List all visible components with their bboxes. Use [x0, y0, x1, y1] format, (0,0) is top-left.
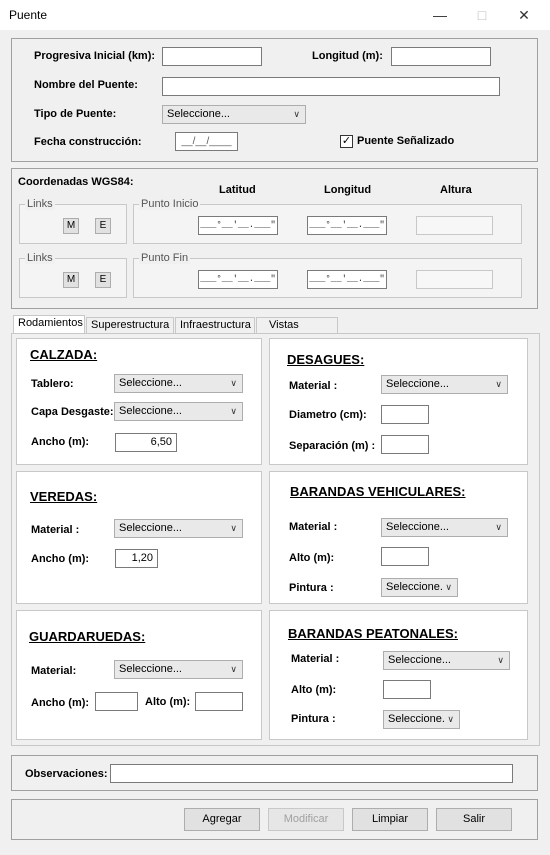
chevron-down-icon: ∨ [230, 523, 237, 533]
limpiar-button[interactable]: Limpiar [352, 808, 428, 831]
gr-alto-input[interactable] [195, 692, 243, 711]
edit-button-fin[interactable]: E [95, 272, 111, 288]
veredas-material-select[interactable] [114, 519, 243, 538]
gr-material-select[interactable] [114, 660, 243, 679]
tablero-select-value: Seleccione... [119, 377, 182, 389]
tablero-select[interactable] [114, 374, 243, 393]
separacion-label: Separación (m) : [289, 440, 376, 452]
chevron-down-icon: ∨ [230, 664, 237, 674]
col-longitud: Longitud [324, 184, 372, 196]
gr-ancho-label: Ancho (m): [31, 697, 90, 709]
barandas-vehiculares-title: BARANDAS VEHICULARES: [290, 484, 466, 499]
senalizado-checkbox[interactable] [340, 135, 353, 148]
observaciones-input[interactable] [110, 764, 513, 783]
window-title: Puente [9, 8, 48, 22]
desagues-title: DESAGUES: [287, 352, 365, 367]
chevron-down-icon: ∨ [230, 378, 237, 388]
barandas-peatonales-title: BARANDAS PEATONALES: [288, 626, 458, 641]
desagues-material-select[interactable] [381, 375, 508, 394]
veredas-title: VEREDAS: [30, 489, 98, 504]
agregar-button[interactable]: Agregar [184, 808, 260, 831]
map-button-fin[interactable]: M [63, 272, 79, 288]
desagues-material-label: Material : [289, 380, 338, 392]
nombre-label: Nombre del Puente: [34, 79, 138, 91]
guardaruedas-title: GUARDARUEDAS: [29, 629, 146, 644]
chevron-down-icon: ∨ [495, 522, 502, 532]
longitud-input[interactable] [391, 47, 491, 66]
tab-infraestructura[interactable]: Infraestructura [175, 317, 255, 334]
altura-inicio-input[interactable] [416, 216, 493, 235]
tab-rodamientos[interactable]: Rodamientos [13, 315, 85, 334]
veredas-ancho-label: Ancho (m): [31, 553, 90, 565]
tipo-select-value: Seleccione... [167, 108, 230, 120]
check-icon: ✓ [341, 135, 352, 147]
fecha-input[interactable]: __/__/____ [175, 132, 238, 151]
bv-material-value: Seleccione... [386, 521, 449, 533]
nombre-input[interactable] [162, 77, 500, 96]
desagues-material-value: Seleccione... [386, 378, 449, 390]
title-bar [0, 0, 550, 30]
diametro-input[interactable] [381, 405, 429, 424]
longitud-inicio-input[interactable]: ___°__'__.___" [307, 216, 387, 235]
separacion-input[interactable] [381, 435, 429, 454]
calzada-title: CALZADA: [30, 347, 98, 362]
bp-pintura-select[interactable] [383, 710, 460, 729]
fecha-label: Fecha construcción: [34, 136, 142, 148]
chevron-down-icon: ∨ [495, 379, 502, 389]
maximize-icon[interactable]: □ [477, 7, 487, 23]
close-icon[interactable]: ✕ [518, 7, 530, 23]
bp-material-value: Seleccione... [388, 654, 451, 666]
gr-material-label: Material: [31, 665, 77, 677]
bv-alto-input[interactable] [381, 547, 429, 566]
bv-pintura-label: Pintura : [289, 582, 334, 594]
bv-pintura-select[interactable] [381, 578, 458, 597]
links-label-fin: Links [27, 252, 53, 264]
latitud-inicio-input[interactable]: ___°__'__.___" [198, 216, 278, 235]
diametro-label: Diametro (cm): [289, 409, 367, 421]
senalizado-label: Puente Señalizado [357, 135, 455, 147]
links-label-inicio: Links [27, 198, 53, 210]
gr-material-value: Seleccione... [119, 663, 182, 675]
longitud-label: Longitud (m): [312, 50, 383, 62]
map-button-inicio[interactable]: M [63, 218, 79, 234]
observaciones-label: Observaciones: [25, 768, 108, 780]
tipo-label: Tipo de Puente: [34, 108, 117, 120]
bp-material-select[interactable] [383, 651, 510, 670]
bv-material-select[interactable] [381, 518, 508, 537]
gr-alto-label: Alto (m): [145, 696, 191, 708]
ancho-calzada-input[interactable]: 6,50 [115, 433, 177, 452]
tablero-label: Tablero: [31, 378, 74, 390]
ancho-calzada-label: Ancho (m): [31, 436, 90, 448]
capa-select-value: Seleccione... [119, 405, 182, 417]
col-altura: Altura [440, 184, 472, 196]
bv-material-label: Material : [289, 521, 338, 533]
salir-button[interactable]: Salir [436, 808, 512, 831]
col-latitud: Latitud [219, 184, 256, 196]
chevron-down-icon: ∨ [445, 582, 452, 592]
bp-pintura-value: Seleccione. [388, 713, 445, 725]
bp-pintura-label: Pintura : [291, 713, 336, 725]
chevron-down-icon: ∨ [497, 655, 504, 665]
minimize-icon[interactable]: — [433, 7, 447, 23]
tab-superestructura[interactable]: Superestructura [86, 317, 174, 334]
tipo-select[interactable] [162, 105, 306, 124]
coords-title: Coordenadas WGS84: [18, 176, 134, 188]
altura-fin-input[interactable] [416, 270, 493, 289]
gr-ancho-input[interactable] [95, 692, 138, 711]
edit-button-inicio[interactable]: E [95, 218, 111, 234]
veredas-ancho-input[interactable]: 1,20 [115, 549, 158, 568]
bv-pintura-value: Seleccione. [386, 581, 443, 593]
longitud-fin-input[interactable]: ___°__'__.___" [307, 270, 387, 289]
chevron-down-icon: ∨ [230, 406, 237, 416]
capa-select[interactable] [114, 402, 243, 421]
bp-alto-label: Alto (m): [291, 684, 337, 696]
veredas-material-value: Seleccione... [119, 522, 182, 534]
veredas-material-label: Material : [31, 524, 80, 536]
punto-fin-label: Punto Fin [141, 252, 189, 264]
latitud-fin-input[interactable]: ___°__'__.___" [198, 270, 278, 289]
modificar-button[interactable]: Modificar [268, 808, 344, 831]
punto-inicio-label: Punto Inicio [141, 198, 199, 210]
bv-alto-label: Alto (m): [289, 552, 335, 564]
chevron-down-icon: ∨ [293, 109, 300, 119]
progresiva-input[interactable] [162, 47, 262, 66]
bp-material-label: Material : [291, 653, 340, 665]
tab-vistas[interactable]: Vistas [256, 317, 338, 334]
bp-alto-input[interactable] [383, 680, 431, 699]
progresiva-label: Progresiva Inicial (km): [34, 50, 156, 62]
chevron-down-icon: ∨ [447, 714, 454, 724]
capa-label: Capa Desgaste: [31, 406, 114, 418]
